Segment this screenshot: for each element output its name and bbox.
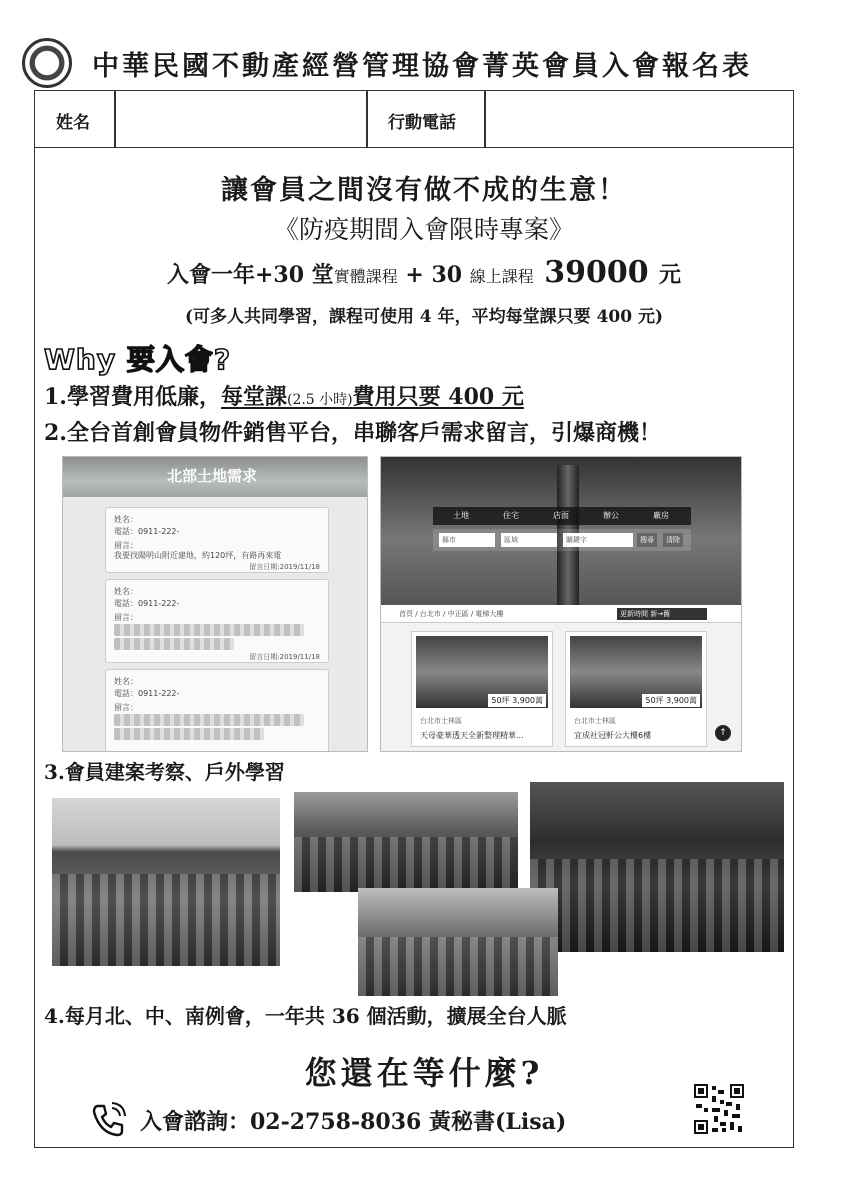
card-name: 姓名： <box>114 677 138 686</box>
district-select[interactable]: 區域 <box>501 533 557 547</box>
benefit-text: (2.5 小時) <box>286 392 353 408</box>
blurred-message <box>114 728 264 740</box>
keyword-input[interactable]: 關鍵字 <box>563 533 633 547</box>
nav-item[interactable]: 店面 <box>553 511 569 520</box>
benefit-2: 2.全台首創會員物件銷售平台，串聯客戶需求留言，引爆商機！ <box>44 420 661 446</box>
benefit-text: 每堂課 <box>220 384 287 410</box>
demand-card <box>105 669 329 752</box>
card-name: 姓名： <box>114 515 138 524</box>
listing-location: 台北市士林區 <box>420 717 462 725</box>
listing-price: 50坪 3,900萬 <box>488 694 546 707</box>
search-button[interactable]: 搜尋 <box>637 533 657 547</box>
card-msg-label: 留言： <box>114 613 138 622</box>
card-phone: 電話：0911-222- <box>114 527 180 536</box>
offer-part: 線上課程 <box>469 267 534 286</box>
listing-card[interactable] <box>411 631 553 747</box>
category-nav <box>433 507 691 525</box>
promo-note: (可多人共同學習，課程可使用 4 年，平均每堂課只要 400 元) <box>184 307 664 327</box>
promo-subtitle: 《防疫期間入會限時專案》 <box>273 215 574 244</box>
banquet-photo <box>530 782 784 952</box>
city-select[interactable]: 縣市 <box>439 533 495 547</box>
listing-location: 台北市士林區 <box>574 717 616 725</box>
blurred-message <box>114 638 234 650</box>
group-photo <box>52 798 280 966</box>
card-name: 姓名： <box>114 587 138 596</box>
phone-icon <box>88 1100 128 1140</box>
banner-title: 北部土地需求 <box>167 467 258 485</box>
benefit-text: 1.學習費用低廉， <box>44 384 221 410</box>
card-date: 留言日期:2019/11/18 <box>249 563 320 571</box>
blurred-message <box>114 714 304 726</box>
listing-name: 宜成社冠軒公大樓6樓 <box>574 731 652 740</box>
benefit-text: 費用只要 400 元 <box>352 384 524 410</box>
benefit-4: 4.每月北、中、南例會，一年共 36 個活動，擴展全台人脈 <box>44 1004 567 1028</box>
promo-headline: 讓會員之間沒有做不成的生意！ <box>221 175 627 206</box>
crowd-image <box>358 937 558 996</box>
outdoor-photo <box>358 888 558 996</box>
site-visit-photo <box>294 792 518 892</box>
property-platform-screenshot <box>380 456 742 752</box>
sort-select[interactable]: 更新時間 新→舊 <box>617 608 707 620</box>
scroll-up-icon[interactable]: ↑ <box>715 725 731 741</box>
offer-part: 實體課程 <box>333 267 398 286</box>
offer-part: 入會一年+30 堂 <box>166 262 334 288</box>
nav-item[interactable]: 廠房 <box>653 511 669 520</box>
contact-info: 入會諮詢：02-2758-8036 黃秘書(Lisa) <box>140 1109 567 1135</box>
call-to-action: 您還在等什麼? <box>304 1054 544 1092</box>
why-heading: Why 要入會? <box>44 343 232 376</box>
offer-part: + 30 <box>397 262 470 288</box>
nav-item[interactable]: 土地 <box>453 511 469 520</box>
crowd-image <box>52 874 280 966</box>
card-phone: 電話：0911-222- <box>114 689 180 698</box>
page-title: 中華民國不動產經營管理協會菁英會員入會報名表 <box>92 51 752 82</box>
nav-item[interactable]: 住宅 <box>503 511 519 520</box>
cell-divider <box>366 90 368 148</box>
card-date: 留言日期:2019/11/18 <box>249 653 320 661</box>
promo-offer <box>0 255 848 290</box>
demand-card <box>105 579 329 663</box>
association-logo <box>22 38 72 88</box>
card-msg-label: 留言： <box>114 541 138 550</box>
nav-item[interactable]: 辦公 <box>603 511 619 520</box>
benefit-3: 3.會員建案考察、戶外學習 <box>44 760 285 784</box>
listing-price: 50坪 3,900萬 <box>642 694 700 707</box>
card-phone: 電話：0911-222- <box>114 599 180 608</box>
card-msg-label: 留言： <box>114 703 138 712</box>
qr-code-icon[interactable] <box>694 1084 744 1134</box>
breadcrumb: 首頁 / 台北市 / 中正區 / 電梯大樓 <box>381 605 741 623</box>
name-label: 姓名 <box>56 113 90 133</box>
phone-label: 行動電話 <box>388 113 456 133</box>
demand-card <box>105 507 329 573</box>
blurred-message <box>114 624 304 636</box>
crowd-image <box>530 859 784 953</box>
listing-card[interactable] <box>565 631 707 747</box>
offer-price: 39000 <box>533 255 660 290</box>
benefit-1 <box>44 380 524 411</box>
offer-unit: 元 <box>659 262 682 288</box>
clear-button[interactable]: 清除 <box>663 533 683 547</box>
land-demand-screenshot <box>62 456 368 752</box>
search-bar <box>433 529 691 551</box>
card-msg: 我要找陽明山附近建地，約120坪，有路再來電 <box>114 551 282 560</box>
name-field[interactable] <box>116 92 364 146</box>
phone-field[interactable] <box>486 92 792 146</box>
listing-name: 天母豪華透天全新整理精華... <box>420 731 524 740</box>
crowd-image <box>294 837 518 892</box>
